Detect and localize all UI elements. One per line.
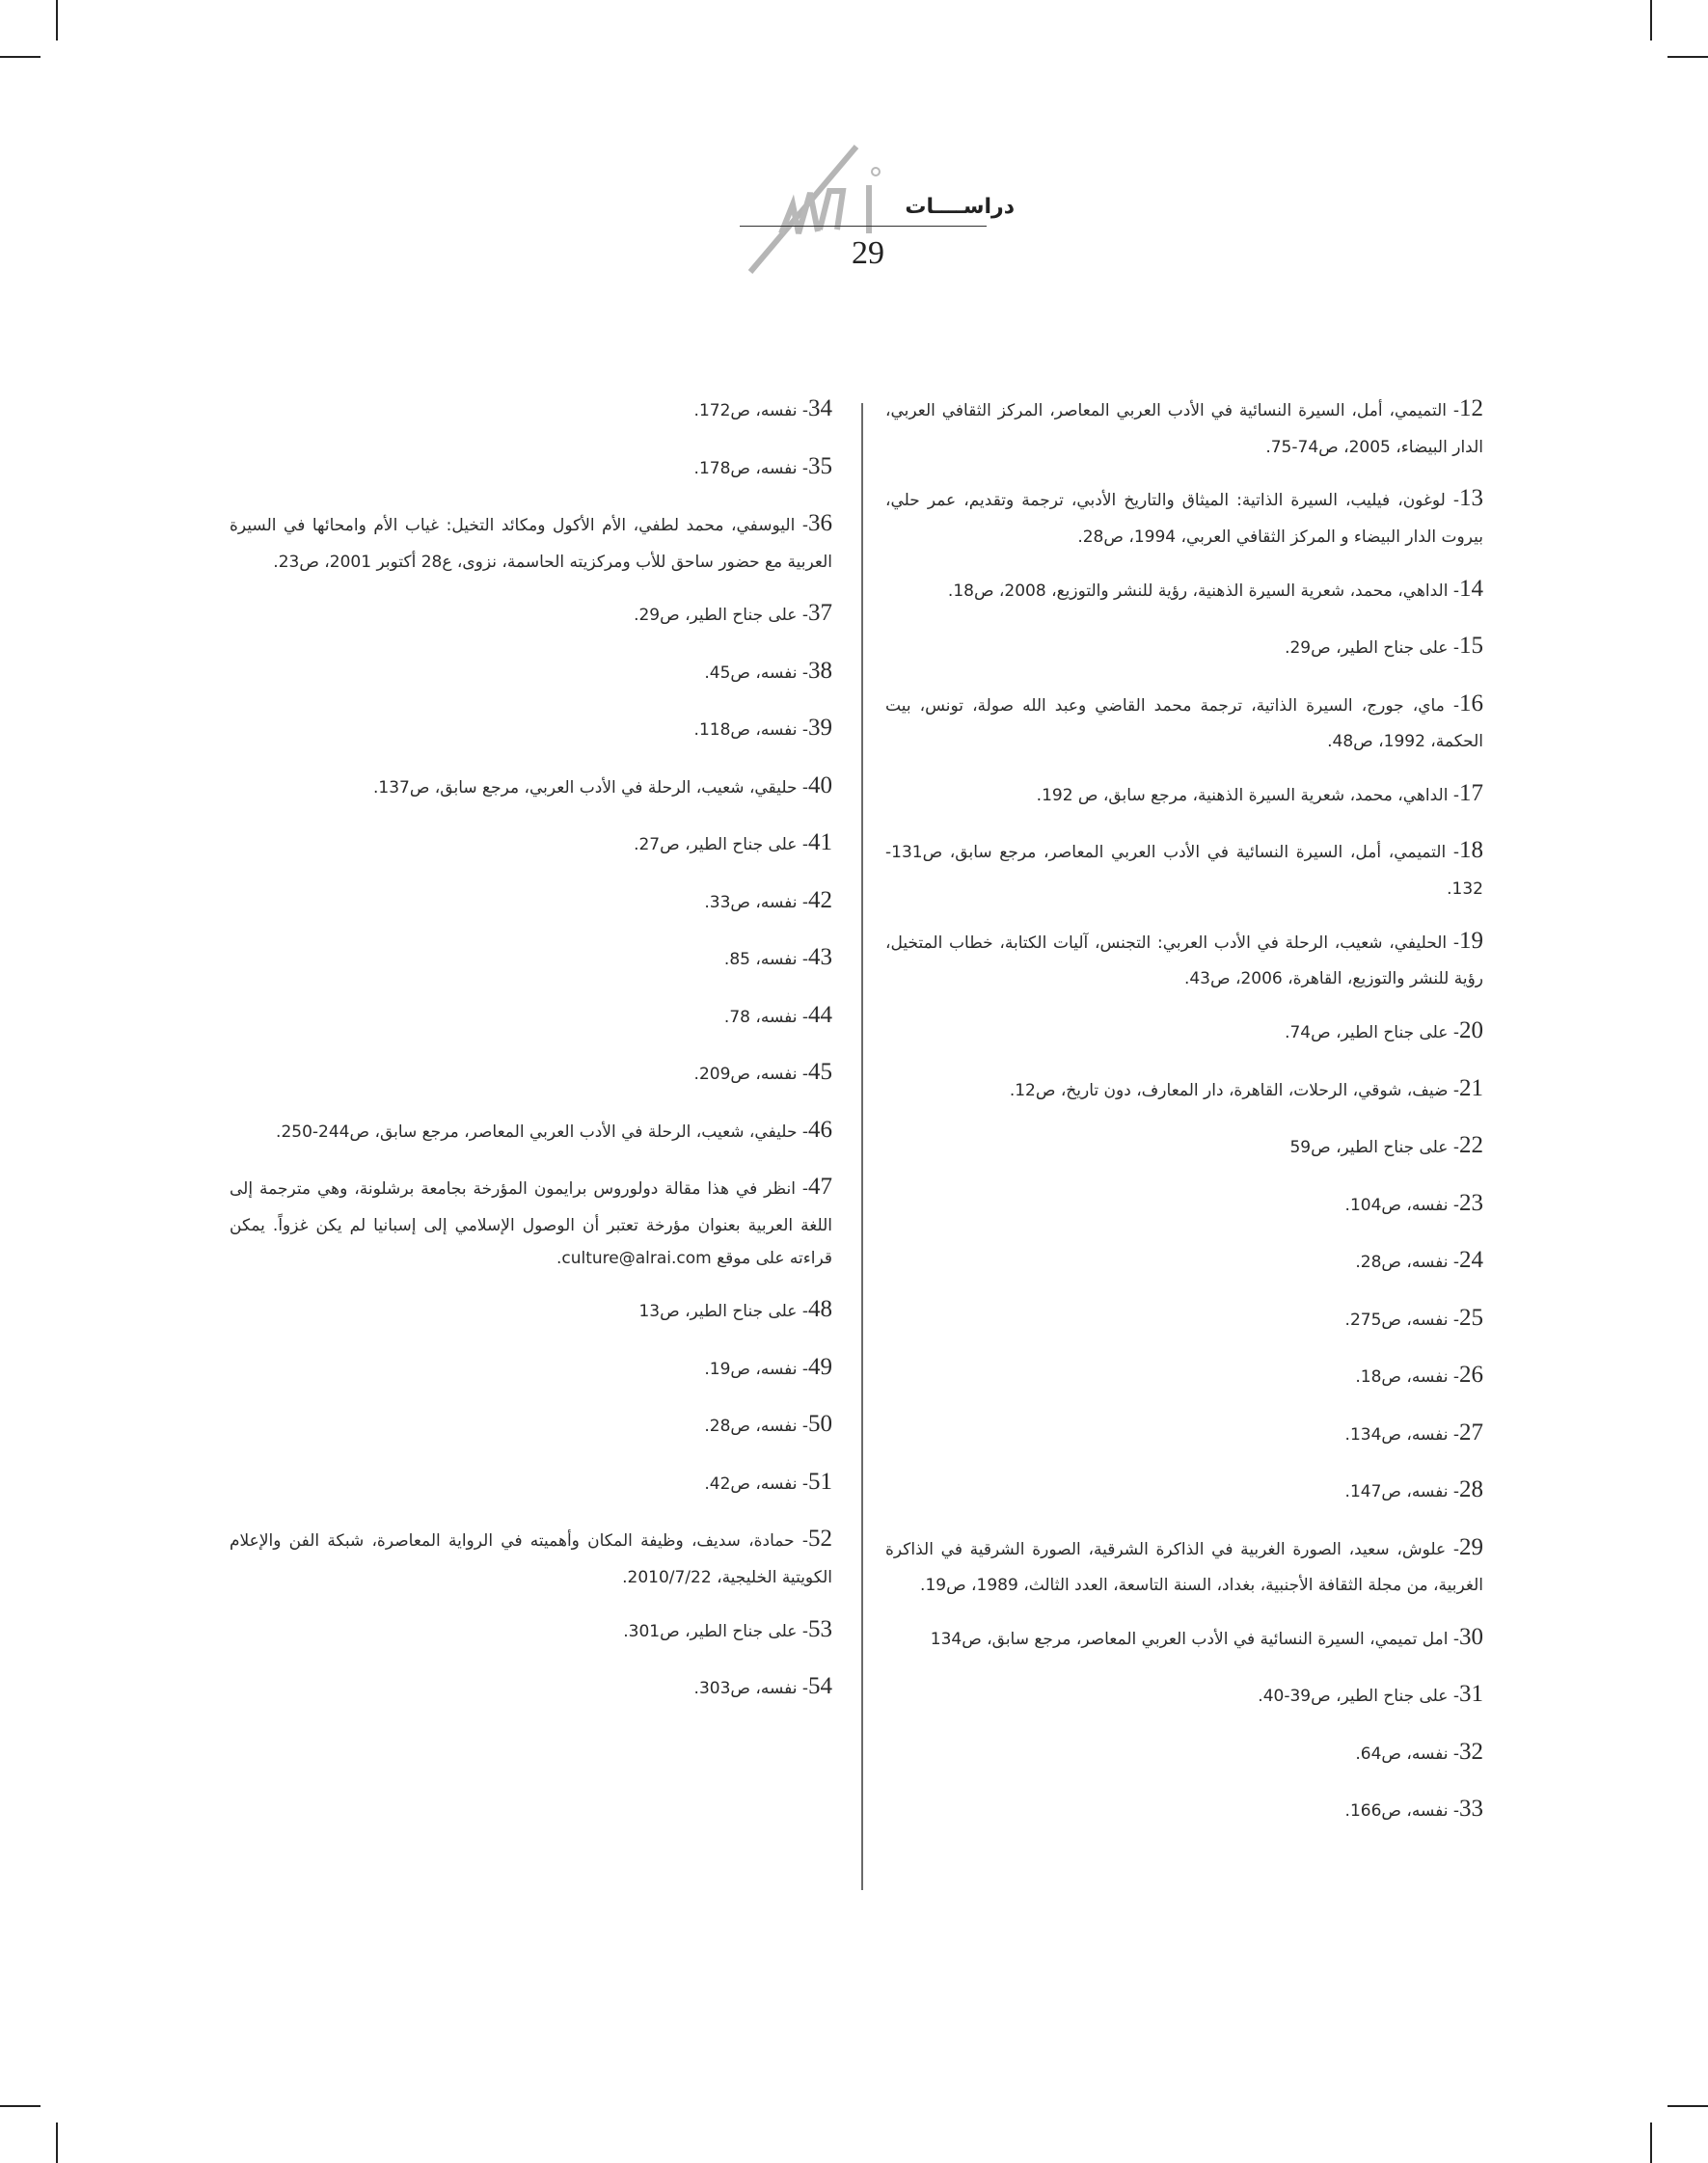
crop-mark-top-right-h [1667,56,1708,58]
endnote: 27- نفسه، ص134. [1344,1419,1483,1446]
endnote: 54- نفسه، ص303. [693,1673,832,1700]
crop-mark-bottom-right-v [1650,2122,1652,2163]
endnote: 33- نفسه، ص166. [1344,1796,1483,1823]
endnote: 52- حمادة، سديف، وظيفة المكان وأهميته في الرواية المعاصرة، شبكة الفن والإعلام الكويتية الخليجية، 2010/7/22. [230,1526,832,1587]
endnote: 39- نفسه، ص118. [693,715,832,742]
endnote: 26- نفسه، ص18. [1355,1362,1483,1389]
endnote: 53- على جناح الطير، ص301. [623,1615,832,1642]
endnote: 46- حليفي، شعيب، الرحلة في الأدب العربي المعاصر، مرجع سابق، ص244-250. [276,1116,832,1143]
endnote: 44- نفسه، 78. [723,1001,832,1028]
crop-mark-top-left-v [56,0,58,41]
endnote: 35- نفسه، ص178. [693,452,832,479]
endnote: 23- نفسه، ص104. [1344,1189,1483,1216]
endnote: 17- الداهي، محمد، شعرية السيرة الذهنية، مرجع سابق، ص 192. [1036,779,1483,806]
endnote: 41- على جناح الطير، ص27. [634,829,832,856]
endnote: 28- نفسه، ص147. [1344,1476,1483,1503]
page-number: 29 [852,235,884,271]
column-divider [861,403,863,1890]
crop-mark-bottom-right-h [1667,2105,1708,2107]
endnote: 32- نفسه، ص64. [1355,1738,1483,1765]
endnote: 25- نفسه، ص275. [1344,1304,1483,1331]
endnote: 45- نفسه، ص209. [693,1059,832,1086]
endnote: 15- على جناح الطير، ص29. [1285,633,1483,660]
endnote: 31- على جناح الطير، ص39-40. [1258,1681,1483,1708]
endnote: 51- نفسه، ص42. [704,1468,832,1495]
endnote: 30- امل تميمي، السيرة النسائية في الأدب العربي المعاصر، مرجع سابق، ص134 [930,1623,1483,1650]
crop-mark-bottom-left-v [56,2122,58,2163]
crop-mark-top-left-h [0,56,41,58]
section-title: دراســــات [905,195,1015,219]
endnote: 43- نفسه، 85. [723,944,832,971]
crop-mark-top-right-v [1650,0,1652,41]
endnote: 24- نفسه، ص28. [1355,1247,1483,1274]
endnote: 49- نفسه، ص19. [704,1353,832,1380]
endnote: 18- التميمي، أمل، السيرة النسائية في الأدب العربي المعاصر، مرجع سابق، ص131-132. [885,837,1483,899]
endnote: 48- على جناح الطير، ص13 [638,1296,832,1323]
endnote: 37- على جناح الطير، ص29. [634,600,832,627]
endnotes-column-right [885,388,1483,1846]
endnote: 40- حليقي، شعيب، الرحلة في الأدب العربي، مرجع سابق، ص137. [372,771,832,798]
endnote: 47- انظر في هذا مقالة دولوروس برايمون المؤرخة بجامعة برشلونة، وهي مترجمة إلى اللغة العربية بعنوان مؤرخة تعتبر أن الوصول الإسلامي إلى إسبانيا لم يكن غزواً. يمكن قراءته على موقع culture@alrai.com. [230,1174,832,1268]
header-rule [740,226,987,227]
endnote: 50- نفسه، ص28. [704,1411,832,1438]
endnote: 29- علوش، سعيد، الصورة الغربية في الذاكرة الشرقية، الصورة الشرقية في الذاكرة الغربية، من مجلة الثقافة الأجنبية، بغداد، السنة التاسعة، العدد الثالث، 1989، ص19. [885,1533,1483,1596]
endnote: 42- نفسه، ص33. [704,886,832,913]
endnote: 34- نفسه، ص172. [693,395,832,421]
endnote: 16- ماي، جورج، السيرة الذاتية، ترجمة محمد القاضي وعبد الله صولة، تونس، بيت الحكمة، 1992، ص48. [885,689,1483,752]
endnotes-column-left [230,388,832,1723]
endnote: 12- التميمي، أمل، السيرة النسائية في الأدب العربي المعاصر، المركز الثقافي العربي، الدار البيضاء، 2005، ص74-75. [885,395,1483,457]
crop-mark-bottom-left-h [0,2105,41,2107]
endnote: 36- اليوسفي، محمد لطفي، الأم الأكول ومكائد التخيل: غياب الأم وامحائها في السيرة العربية مع حضور ساحق للأب ومركزيته الحاسمة، نزوى، ع28 أكتوبر 2001، ص23. [230,510,832,572]
endnote: 21- ضيف، شوقي، الرحلات، القاهرة، دار المعارف، دون تاريخ، ص12. [1009,1074,1483,1101]
running-header [675,145,1061,289]
endnote: 22- على جناح الطير، ص59 [1289,1132,1483,1159]
endnote: 20- على جناح الطير، ص74. [1285,1017,1483,1044]
endnote: 14- الداهي، محمد، شعرية السيرة الذهنية، رؤية للنشر والتوزيع، 2008، ص18. [947,575,1483,602]
endnote: 19- الحليفي، شعيب، الرحلة في الأدب العربي: التجنس، آليات الكتابة، خطاب المتخيل، رؤية للنشر والتوزيع، القاهرة، 2006، ص43. [885,927,1483,989]
endnote: 38- نفسه، ص45. [704,657,832,684]
endnote: 13- لوغون، فيليب، السيرة الذاتية: الميثاق والتاريخ الأدبي، ترجمة وتقديم، عمر حلي، بيروت الدار البيضاء و المركز الثقافي العربي، 1994، ص28. [885,485,1483,547]
